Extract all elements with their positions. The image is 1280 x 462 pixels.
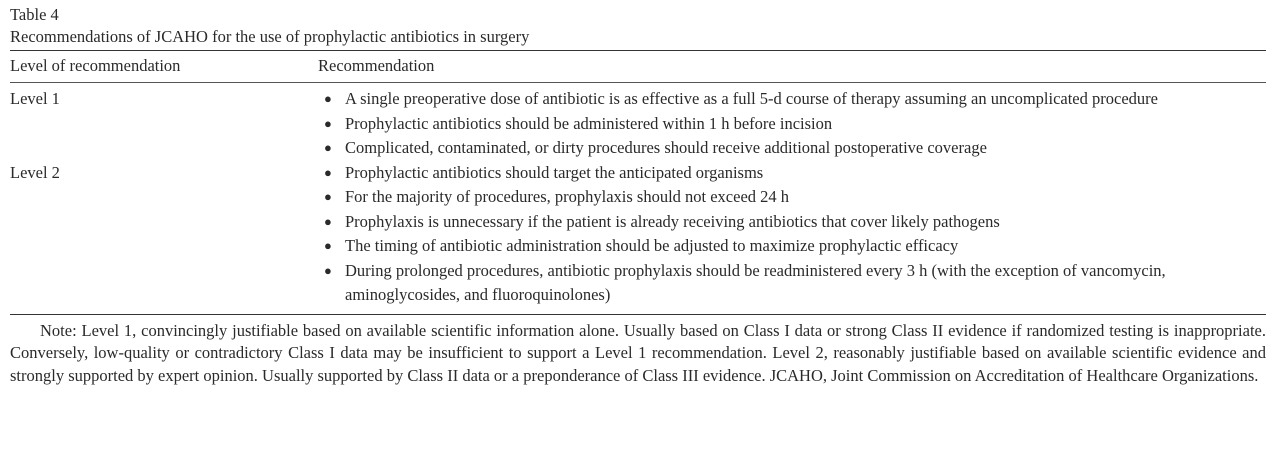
table-note: Note: Level 1, convincingly justifiable based on available scientific information alone. Usually based on Class I data or strong Class II evidence if randomized testing is inappropriate. Conversely, low-quality or contradictory Class I data may be insufficient to support a Level 1 recommendation. Level 2, reasonably justifiable based on available scientific evidence and strongly supported by expert opinion. Usually supported by Class II data or a preponderance of Class III evidence. JCAHO, Joint Commission on Accreditation of Healthcare Organizations. — [10, 320, 1266, 386]
bullet-icon: ● — [324, 115, 332, 131]
recommendation-text: Prophylactic antibiotics should be administered within 1 h before incision — [345, 113, 833, 133]
list-item — [318, 210, 1266, 235]
table-label: Table 4 — [10, 5, 59, 24]
list-item — [318, 234, 1266, 259]
bullet-icon: ● — [324, 262, 332, 278]
bullet-icon: ● — [324, 189, 332, 204]
bullet-icon: ● — [324, 164, 332, 180]
recommendation-text: Prophylaxis is unnecessary if the patient is already receiving antibiotics that cover likely pathogens — [345, 211, 1000, 231]
bullet-icon: ● — [324, 140, 332, 155]
list-item — [318, 136, 1266, 161]
table-row-level-2 — [10, 161, 1266, 308]
list-item — [318, 259, 1266, 308]
bullet-icon: ● — [324, 91, 332, 106]
list-item — [318, 185, 1266, 210]
recommendation-list — [318, 87, 1266, 161]
recommendation-text: Prophylactic antibiotics should target the anticipated organisms — [345, 162, 764, 182]
bullet-icon: ● — [324, 213, 332, 229]
table-row-level-1 — [10, 87, 1266, 161]
bullet-icon: ● — [324, 238, 332, 253]
list-item — [318, 87, 1266, 112]
recommendation-text: A single preoperative dose of antibiotic is as effective as a full 5-d course of therapy assuming an uncomplicated procedure — [345, 89, 1158, 108]
header-recommendation: Recommendation — [318, 56, 435, 75]
level-cell: Level 2 — [10, 162, 60, 182]
recommendation-text: For the majority of procedures, prophylaxis should not exceed 24 h — [345, 187, 790, 206]
recommendation-text: The timing of antibiotic administration should be adjusted to maximize prophylactic efficacy — [345, 236, 959, 255]
table-body — [10, 83, 1266, 314]
recommendation-list — [318, 161, 1266, 308]
recommendation-text: Complicated, contaminated, or dirty procedures should receive additional postoperative coverage — [345, 138, 987, 157]
level-cell: Level 1 — [10, 89, 60, 108]
list-item — [318, 112, 1266, 137]
table-caption: Recommendations of JCAHO for the use of prophylactic antibiotics in surgery — [10, 27, 530, 46]
table-header-row — [10, 51, 1266, 82]
recommendation-text: During prolonged procedures, antibiotic prophylaxis should be readministered every 3 h (with the exception of vancomycin, aminoglycosides, and fluoroquinolones) — [345, 260, 1166, 304]
table-figure — [10, 4, 1266, 388]
header-level: Level of recommendation — [10, 56, 181, 75]
list-item — [318, 161, 1266, 186]
